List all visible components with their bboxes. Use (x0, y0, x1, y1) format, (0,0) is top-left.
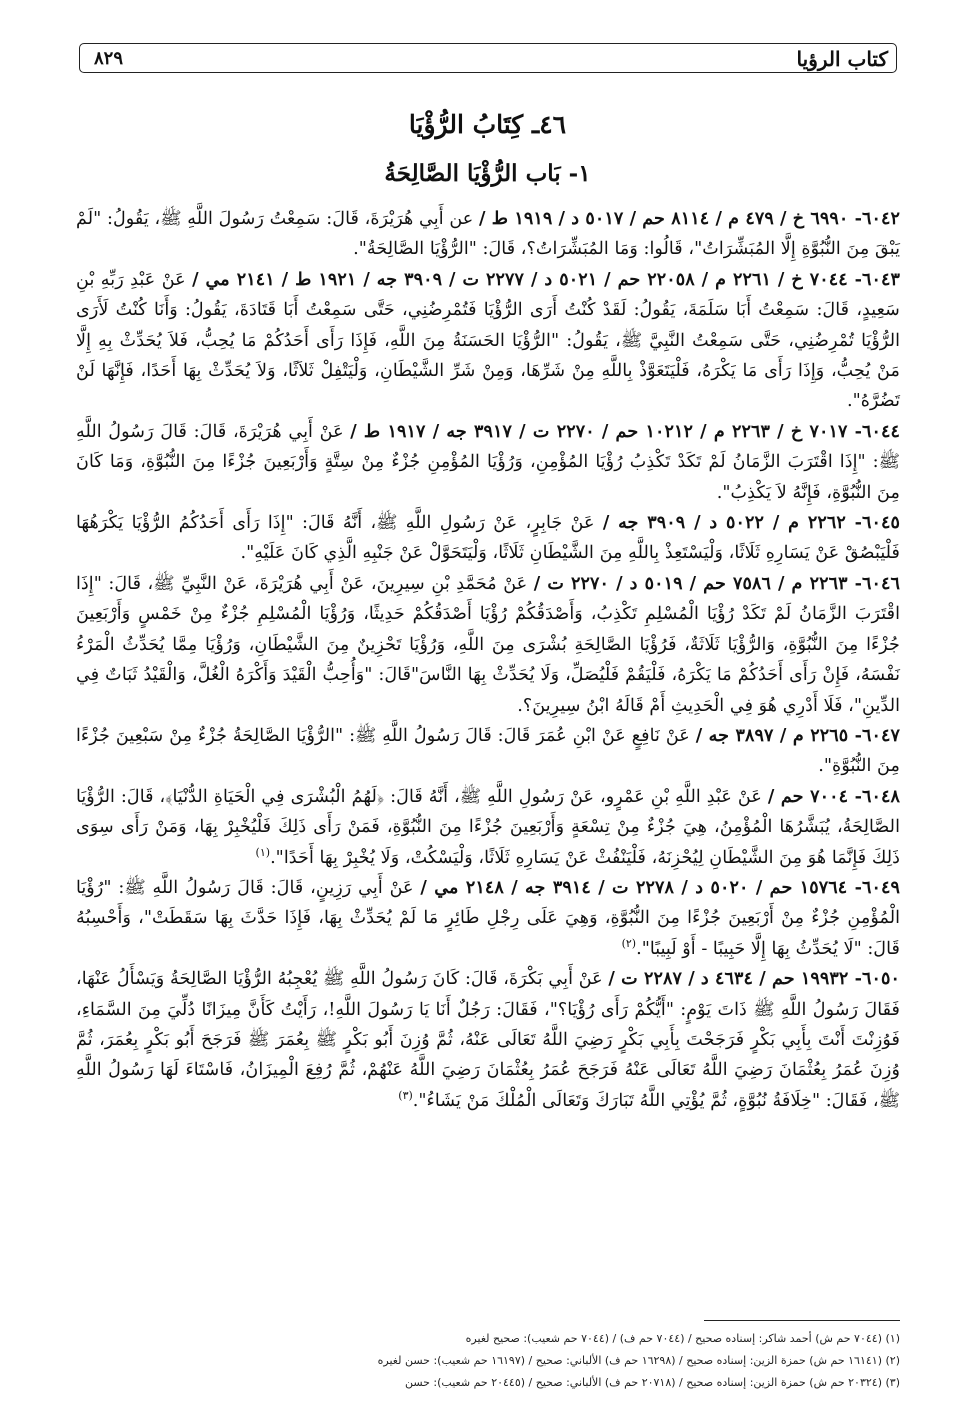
hadith-text: عَنْ مُحَمَّدِ بْنِ سِيرِينَ، عَنْ أَبِي هُرَيْرَةَ، عَنْ النَّبِيِّ ﷺ، قَالَ: "إِذَا اقْتَرَبَ الزَّمَانُ لَمْ تَكَدْ رُؤْيَا الْمُسْلِمِ تَكْذِبُ، وَأَصْدَقُكُمْ رُؤْيَا أَصْدَقُكُمْ حَدِيثًا، وَرُؤْيَا الْمُسْلِمِ جُزْءٌ مِنْ خَمْسٍ وَأَرْبَعِينَ جُزْءًا مِنَ النُّبُوَّةِ، وَالرُّؤْيَا ثَلَاثَةٌ، فَرُؤْيَا الصَّالِحَةِ بُشْرَى مِنَ اللَّهِ، وَرُؤْيَا تَحْزِينٌ مِنَ الشَّيْطَانِ، وَرُؤْيَا مِمَّا يُحَدِّثُ الْمَرْءُ نَفْسَهُ، فَإِنْ رَأَى أَحَدُكُمْ مَا يَكْرَهُ، فَلْيَقُمْ فَلْيُصَلِّ، وَلَا يُحَدِّثْ بِهَا النَّاسَ"قَالَ: "وَأُحِبُّ الْقَيْدَ وَأَكْرَهُ الْغُلَّ، وَالْقَيْدُ ثَبَاتٌ فِي الدِّينِ"، فَلَا أَدْرِي هُوَ فِي الْحَدِيثِ أَمْ قَالَهُ ابْنُ سِيرِينَ؟. (76, 573, 900, 716)
hadith-text: عَنْ عَبْدِ رَبِّهِ بْنِ سَعِيدٍ، قَالَ: سَمِعْتُ أَبَا سَلَمَةَ، يَقُولُ: لَقَدْ كُنْتُ أَرَى الرُّؤْيَا فَتُمْرِضُنِي، حَتَّى سَمِعْتُ أَبَا قَتَادَةَ، يَقُولُ: وَأَنَا كُنْتُ لَأَرَى الرُّؤْيَا تُمْرِضُنِي، حَتَّى سَمِعْتُ النَّبِيَّ ﷺ، يَقُولُ: "الرُّؤْيَا الحَسَنَةُ مِنَ اللَّهِ، فَإِذَا رَأَى أَحَدُكُمْ مَا يُحِبُّ، فَلاَ يُحَدِّثْ بِهِ إِلَّا مَنْ يُحِبُّ، وَإِذَا رَأَى مَا يَكْرَهُ، فَلْيَتَعَوَّذْ بِاللَّهِ مِنْ شَرِّهَا، وَمِنْ شَرِّ الشَّيْطَانِ، وَلْيَتْفِلْ ثَلاَثًا، وَلاَ يُحَدِّثْ بِهَا أَحَدًا، فَإِنَّهَا لَنْ تَضُرَّهُ". (76, 269, 900, 412)
chapter-title: ١- بَاب الرُّؤْيَا الصَّالِحَةُ (384, 160, 591, 187)
hadith-6046 (76, 569, 900, 721)
hadith-6042 (76, 204, 900, 265)
hadith-reference: ٦٠٤٧- ٢٢٦٥ م / ٣٨٩٧ جه / (695, 724, 901, 746)
hadith-6047 (76, 721, 900, 782)
hadith-text: عن أَبِي هُرَيْرَةَ، قَالَ: سَمِعْتُ رَسُولَ اللَّهِ ﷺ، يَقُولُ: "لَمْ يَبْقَ مِنَ النُّبُوَّةِ إِلَّا المُبَشِّرَاتُ"، قَالُوا: وَمَا المُبَشِّرَاتُ؟، قَالَ: "الرُّؤْيَا الصَّالِحَةُ". (76, 209, 900, 260)
hadith-reference: ٦٠٤٣- ٧٠٤٤ خ / ٢٢٦١ م / ٢٢٠٥٨ حم / ٥٠٢١ د / ٢٢٧٧ ت / ٣٩٠٩ جه / ١٩٢١ ط / ٢١٤١ مي / (192, 268, 900, 290)
hadith-reference: ٦٠٥٠- ١٩٩٣٢ حم / ٤٦٣٤ د / ٢٢٨٧ ت / (608, 968, 901, 990)
footnote-marker[interactable]: (١) (255, 845, 271, 859)
footnote-marker[interactable]: (٣) (398, 1088, 413, 1102)
hadith-reference: ٦٠٤٦- ٢٢٦٣ م / ٧٥٨٦ حم / ٥٠١٩ د / ٢٢٧٠ ت / (533, 572, 901, 594)
hadith-text: عَنْ نَافِعٍ عَنْ ابْنِ عُمَرَ قَالَ: قَالَ رَسُولُ اللَّهِ ﷺ: "الرُّؤْيَا الصَّالِحَةُ جُزْءٌ مِنْ سَبْعِينَ جُزْءًا مِنَ النُّبُوَّةِ". (76, 725, 900, 777)
hadith-6050 (76, 964, 900, 1116)
footnote-marker[interactable]: (٢) (621, 936, 637, 950)
page-number: ٨٢٩ (94, 48, 124, 69)
header-title: كتاب الرؤيا (796, 47, 888, 71)
hadith-6043 (76, 265, 900, 417)
hadith-6044 (76, 417, 900, 508)
hadith-reference: ٦٠٤٨- ٧٠٠٤ حم / (767, 785, 900, 807)
book-title: ٤٦ـ كِتَابُ الرُّؤْيَا (408, 110, 567, 139)
footnote-divider (704, 1320, 900, 1321)
hadith-6049 (76, 873, 900, 964)
hadith-list (76, 204, 900, 1116)
hadith-text: عَنْ جَابِرٍ، عَنْ رَسُولِ اللَّهِ ﷺ، أَنَّهُ قَالَ: "إِذَا رَأَى أَحَدُكُمُ الرُّؤْيَا يَكْرَهُهَا فَلْيَبْصُقْ عَنْ يَسَارِهِ ثَلَاثًا، وَلْيَسْتَعِذْ بِاللَّهِ مِنَ الشَّيْطَانِ ثَلَاثًا، وَلْيَتَحَوَّلْ عَنْ جَنْبِهِ الَّذِي كَانَ عَلَيْهِ". (76, 513, 900, 564)
running-header (79, 43, 897, 73)
hadith-6048 (76, 782, 900, 873)
footnote-3: (٣) (٢٠٣٢٤ حم ش) حمزة الزين: إسناده صحيح / (٢٠٧١٨ حم ف) الألباني: صحيح / (٢٠٤٤٥ حم شعيب): حسن (404, 1376, 900, 1389)
footnotes (76, 1328, 900, 1394)
hadith-text: عَنْ أَبِي هُرَيْرَةَ، قَالَ: قَالَ رَسُولُ اللَّهِ ﷺ: "إِذَا اقْتَرَبَ الزَّمَانُ لَمْ تَكَدْ تَكْذِبُ رُؤْيَا المُؤْمِنِ، وَرُؤْيَا المُؤْمِنِ جُزْءٌ مِنْ سِتَّةٍ وَأَرْبَعِينَ جُزْءًا مِنَ النُّبُوَّةِ، وَمَا كَانَ مِنَ النُّبُوَّةِ، فَإِنَّهُ لاَ يَكْذِبُ". (76, 421, 900, 503)
footnote-2: (٢) (١٦١٤١ حم ش) حمزة الزين: إسناده صحيح / (١٦٢٩٨ حم ف) الألباني: صحيح / (١٦١٩٧ حم شعيب): حسن لغيره (377, 1354, 900, 1367)
hadith-6045 (76, 508, 900, 569)
hadith-reference: ٦٠٤٢- ٦٩٩٠ خ / ٤٧٩ م / ٨١١٤ حم / ٥٠١٧ د / ١٩١٩ ط / (479, 208, 900, 229)
footnote-1: (١) (٧٠٤٤ حم ش) أحمد شاكر: إسناده صحيح / (٧٠٤٤ حم ف) / (٧٠٤٤ حم شعيب): صحيح لغيره (465, 1332, 900, 1345)
hadith-text: عَنْ أَبِي بَكْرَةَ، قَالَ: كَانَ رَسُولُ اللَّهِ ﷺ يُعْجِبُهُ الرُّؤْيَا الصَّالِحَةُ وَيَسْأَلُ عَنْهَا، فَقَالَ رَسُولُ اللَّهِ ﷺ ذَاتَ يَوْمٍ: "أَيُّكُمْ رَأَى رُؤْيَا؟"، فَقَالَ: رَجُلٌ أَنَا يَا رَسُولَ اللَّهِ!، رَأَيْتُ كَأَنَّ مِيزَانًا دُلِّيَ مِنَ السَّمَاءِ، فَوُزِنْتَ أَنْتَ بِأَبِي بَكْرٍ فَرَجَحْتَ بِأَبِي بَكْرٍ رَضِيَ اللَّهُ تَعَالَى عَنْهُ، ثُمَّ وُزِنَ أَبُو بَكْرٍ ﷺ بِعُمَرَ ﷺ فَرَجَحَ أَبُو بَكْرٍ بِعُمَرَ، ثُمَّ وُزِنَ عُمَرُ بِعُثْمَانَ رَضِيَ اللَّهُ تَعَالَى عَنْهُ فَرَجَحَ عُمَرُ بِعُثْمَانَ رَضِيَ اللَّهُ عَنْهُمْ، ثُمَّ رُفِعَ الْمِيزَانُ، فَاسْتَاءَ لَهَا رَسُولُ اللَّهِ ﷺ، فَقَالَ: "خِلَافَةُ نُبُوَّةٍ، ثُمَّ يُؤْتِي اللَّهُ تَبَارَكَ وَتَعَالَى الْمُلْكَ مَنْ يَشَاءُ". (76, 969, 900, 1111)
hadith-reference: ٦٠٤٩- ١٥٧٦٤ حم / ٥٠٢٠ د / ٢٢٧٨ ت / ٣٩١٤ جه / ٢١٤٨ مي / (420, 876, 901, 898)
hadith-reference: ٦٠٤٥- ٢٢٦٢ م / ٥٠٢٢ د / ٣٩٠٩ جه / (602, 512, 901, 534)
hadith-text: عَنْ عَبْدِ اللَّهِ بْنِ عَمْرٍو، عَنْ رَسُولِ اللَّهِ ﷺ، أَنَّهُ قَالَ: ﴿لَهُمُ الْبُشْرَى فِي الْحَيَاةِ الدُّنْيَا﴾، قَالَ: الرُّؤْيَا الصَّالِحَةُ، يُبَشَّرُهَا الْمُؤْمِنُ، هِيَ جُزْءٌ مِنْ تِسْعَةٍ وَأَرْبَعِينَ جُزْءًا مِنَ النُّبُوَّةِ، فَمَنْ رَأَى ذَلِكَ فَلْيُخْبِرْ بِهَا، وَمَنْ رَأَى سِوَى ذَلِكَ فَإِنَّمَا هُوَ مِنَ الشَّيْطَانِ لِيُحْزِنَهُ، فَلْيَنْفُثْ عَنْ يَسَارِهِ ثَلَاثًا، وَلْيَسْكُتْ، وَلَا يُخْبِرْ بِهَا أَحَدًا". (76, 786, 900, 868)
hadith-reference: ٦٠٤٤- ٧٠١٧ خ / ٢٢٦٣ م / ١٠٢١٢ حم / ٢٢٧٠ ت / ٣٩١٧ جه / ١٩١٧ ط / (350, 420, 901, 442)
hadith-text: عَنْ أَبِي رَزِينٍ، قَالَ: قَالَ رَسُولُ اللَّهِ ﷺ: "رُؤْيَا الْمُؤْمِنِ جُزْءٌ مِنْ أَرْبَعِينَ جُزْءًا مِنَ النُّبُوَّةِ، وَهِيَ عَلَى رِجْلِ طَائِرٍ مَا لَمْ يُحَدِّثْ بِهَا، فَإِذَا حَدَّثَ بِهَا سَقَطَتْ"، وَأَحْسِبُهُ قَالَ: "لَا يُحَدِّثُ بِهَا إِلَّا حَبِيبًا - أَوْ لَبِيبًا". (76, 877, 900, 959)
